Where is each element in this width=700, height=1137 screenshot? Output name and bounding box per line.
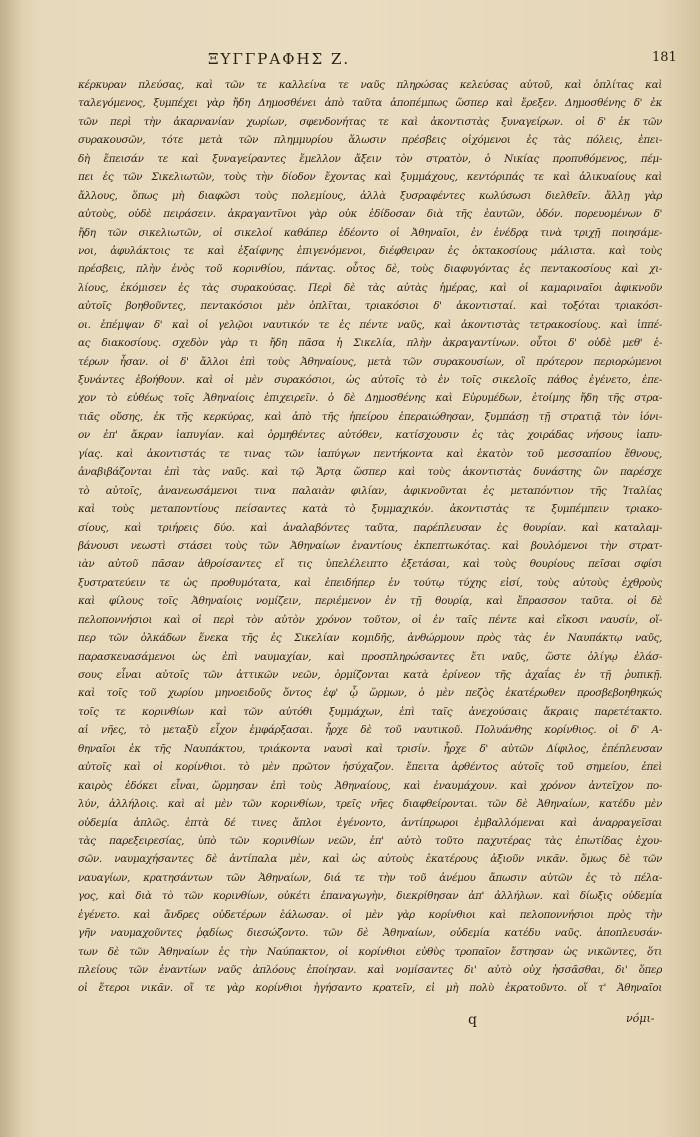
text-line: ἄλλους, ὅπως μὴ διαφῶσι τοὺς πολεμίους, ἀλλὰ ξυσραφέντες κωλύσωσι διελθεῖν. ἄλλῃ γὰρ [78, 189, 662, 202]
text-line: οι. ἐπέμψαν δ' καὶ οἱ γελῷοι ναυτικόν τε ἐς πέντε ναῦς, καὶ ἀκοντιστὰς τετρακοσίους. καὶ ἱππέ- [78, 318, 662, 331]
text-line: παρασκευασάμενοι ὡς ἐπὶ ναυμαχίαν, καὶ προσπληρώσαντες ἔτι ναῦς, ὥστε ὀλίγῳ ἐλάσ- [78, 650, 662, 663]
text-line: ἐγένετο. καὶ ἄνδρες οὐδετέρων ἑάλωσαν. οἱ μὲν γὰρ κορίνθιοι καὶ πελοποννήσιοι πρὸς τὴν [78, 908, 662, 921]
text-line: σους εἶναι αὐτοῖς τῶν ἀττικῶν νεῶν, ὁρμίζονται κατὰ ἐρίνεον τῆς ἀχαΐας ἐν τῇ ῥυπικῇ. [78, 669, 662, 681]
text-line: ας διακοσίους. σχεδὸν γὰρ τι ἤδη πᾶσα ἡ Σικελία, πλὴν ἀκραγαντίνων. οὗτοι δ' οὐδὲ μεθ' ἑ- [78, 337, 662, 350]
text-line: αὐτοὺς, οὐδὲ πειράσειν. ἀκραγαντῖνοι γὰρ οὐκ ἐδίδοσαν διὰ τῆς ἑαυτῶν, ὁδόν. πορευομένων δ' [78, 208, 662, 221]
text-line: θηναῖοι ἐκ τῆς Ναυπάκτου, τριάκοντα ναυσὶ καὶ τρισίν. ἦρχε δ' αὐτῶν Δίφιλος, ἐπέπλευσαν [78, 742, 662, 755]
text-line: αὐτοῖς βοηθοῦντες, πεντακόσιοι μὲν ὁπλῖται, τριακόσιοι δ' ἀκοντισταί. καὶ τοξόται τριακόσι- [78, 300, 662, 313]
text-line: γίας. καὶ ἀκοντιστάς τε τινας τῶν ἰαπύγων πεντήκοντα καὶ ἑκατὸν τοῦ μεσσαπίου ἔθνους, [78, 447, 662, 460]
text-line: τοῖς τε κορινθίων καὶ τῶν αὐτόθι ξυμμάχων, ἐπὶ ταῖς ἀνεχούσαις ἄκραις παρετέτακτο. [78, 705, 662, 718]
text-line: τιᾶς οὔσης, ἐκ τῆς κερκύρας, καὶ ἀπὸ τῆς ἠπείρου ἐπεραιώθησαν, ξυμπάσῃ τῇ στρατιᾷ τὸν ἰόνι- [78, 410, 662, 423]
text-line: λίους, ἐκόμισεν ἐς τὰς συρακούσας. Περὶ δὲ τὰς αὐτὰς ἡμέρας, καὶ οἱ καμαριναῖοι ἀφικνοῦν [78, 281, 662, 294]
text-line: πρέσβεις, πλὴν ἑνὸς τοῦ κορινθίου, πάντας. οὗτος δὲ, τοὺς διαφυγόντας ἐς πεντακοσίους καὶ χι- [78, 263, 662, 276]
text-line: καὶ φίλους τοῖς Ἀθηναίοις νομίζειν, περιέμενον ἐν τῇ θουρίᾳ, καὶ ἔπρασσον ταῦτα. οἱ δὲ [78, 595, 662, 608]
text-line: οἱ ἕτεροι νικᾶν. οἵ τε γὰρ κορίνθιοι ἡγήσαντο κρατεῖν, εἰ μὴ πολὺ ἐκρατοῦντο. οἵ τ' Ἀθηναῖοι [78, 982, 662, 995]
catchword: νόμι- [626, 1012, 655, 1025]
text-line: σίους, καὶ τριήρεις δύο. καὶ ἀναλαβόντες ταῦτα, παρέπλευσαν ἐς θουρίαν. καὶ καταλαμ- [78, 521, 662, 534]
text-line: καὶ τοῖς τοῦ χωρίου μηνοειδοῦς ὄντος ἐφ' ᾧ ὥρμων, ὁ μὲν πεζὸς ἑκατέρωθεν προσβεβοηθηκώς [78, 687, 662, 700]
text-line: συρακουσῶν, τότε μετὰ τῶν πλημμυρίου ἅλωσιν πρέσβεις οἰχόμενοι ἐς τὰς πόλεις, ἐπει- [78, 134, 662, 147]
text-line: ταλεγόμενος, ξυμπέχει γὰρ ἤδη Δημοσθένει ἀπὸ ταῦτα ἀποπέμπως ὥσπερ καὶ ἔρεξεν. Δημοσθένης δ' ἐκ [78, 97, 662, 110]
text-line: ιὰν αὐτοῦ πᾶσαν ἀθροίσαντες εἴ τις ὑπελέλειπτο ἐξετάσαι, καὶ τοὺς θουρίους πεῖσαι σφίσι [78, 558, 662, 571]
text-line: πλείους τῶν ἐναντίων ναῦς ἀπλόους ἐποίησαν. καὶ νομίσαντες δι' αὐτὸ οὐχ ἡσσᾶσθαι, δι' ὅπερ [78, 964, 662, 976]
text-line: τέρων ἦσαν. οἱ δ' ἄλλοι ἐπὶ τοὺς Ἀθηναίους, μετὰ τῶν συρακουσίων, οἳ πρότερον περιορώμενοι [78, 355, 662, 368]
text-line: οὐδεμία ἁπλῶς. ἑπτὰ δέ τινες ἄπλοι ἐγένοντο, ἀντίπρωροι ἐμβαλλόμεναι καὶ ἀναρραγεῖσαι [78, 816, 662, 829]
text-line: ἤδη τῶν σικελιωτῶν, οἱ σικελοί καθάπερ ἐδέοντο οἱ Ἀθηναῖοι, ἐν ἐνέδρᾳ τινὰ τριχῇ ποιησάμε- [78, 226, 662, 239]
text-line: γος, καὶ διὰ τὸ τῶν κορινθίων, οὐκέτι ἐπαναγωγὴν, διεκρίθησαν ἀπ' ἀλλήλων. καὶ δίωξις οὐδεμία [78, 890, 662, 903]
text-line: καιρὸς ἐδόκει εἶναι, ὥρμησαν ἐπὶ τοὺς Ἀθηναίους, καὶ ἐναυμάχουν. καὶ χρόνον ἀντεῖχον πο- [78, 779, 662, 792]
text-line: καὶ τοὺς μεταποντίους πείσαντες κατὰ τὸ ξυμμαχικόν. ἀκοντιστὰς τε ξυμπέμπειν τριακο- [78, 503, 662, 516]
text-line: περ τῶν ὁλκάδων ἕνεκα τῆς ἐς Σικελίαν κομιδῆς, ἀνθώρμουν πρὸς τὰς ἐν Ναυπάκτῳ ναῦς, [78, 632, 662, 645]
page-header [0, 50, 700, 74]
text-line: πελοποννήσιοι καὶ οἱ περὶ τὸν αὐτὸν χρόνον τοῦτον, οἱ ἐν ταῖς πέντε καὶ εἴκοσι ναυσίν, οἵ- [78, 613, 662, 626]
signature-mark: q [468, 1012, 477, 1028]
body-text [78, 76, 662, 998]
page-number: 181 [652, 50, 677, 65]
text-line: γῆν ναυμαχοῦντες ῥᾳδίως διεσώζοντο. τῶν δὲ Ἀθηναίων, οὐδεμία κατέδυ ναῦς. ἀποπλευσάν- [78, 927, 662, 940]
text-line: κέρκυραν πλεύσας, καὶ τῶν τε καλλείνα τε ναῦς πληρώσας κελεύσας αὐτοῦ, καὶ ὁπλίτας καὶ [78, 79, 662, 91]
gutter-shadow [0, 0, 22, 1137]
text-line: λύν, ἀλλήλοις. καὶ αἱ μὲν τῶν κορινθίων, τρεῖς νῆες διαφθείρονται. τῶν δὲ Ἀθηναίων, κατέδυ μὲν [78, 798, 662, 811]
text-line: δὴ ἔπεισάν τε καὶ ξυναγείραντες ἔμελλον ἄξειν τὸν στρατὸν, ὁ Νικίας προπυθόμενος, πέμ- [78, 152, 662, 165]
text-line: ον ἐπ' ἄκραν ἰαπυγίαν. καὶ ὁρμηθέντες αὐτόθεν, κατίσχουσιν ἐς τὰς χοιράδας νήσους ἰαπυ- [78, 429, 662, 442]
text-line: νοι, ἀφυλάκτοις τε καὶ ἐξαίφνης ἐπιγενόμενοι, διέφθειραν ἐς ὀκτακοσίους μάλιστα. καὶ τοὺς [78, 244, 662, 257]
text-line: σῶν. ναυμαχήσαντες δὲ ἀντίπαλα μὲν, καὶ ὡς αὐτοὺς ἑκατέρους ἀξιοῦν νικᾶν. ὅμως δὲ τῶν [78, 853, 662, 866]
text-line: ξυνάντες ἐβοήθουν. καὶ οἱ μὲν συρακόσιοι, ὡς αὐτοῖς τὸ ἐν τοῖς σικελοῖς πάθος ἐγένετο, ἐπε- [78, 374, 662, 386]
text-line: αὐτοῖς καὶ οἱ κορίνθιοι. τὸ μὲν πρῶτον ἡσύχαζον. ἔπειτα ἀρθέντος αὐτοῖς τοῦ σημείου, ἐπεὶ [78, 761, 662, 774]
text-line: των δὲ τῶν Ἀθηναίων ἐς τὴν Ναύπακτον, οἱ κορίνθιοι εὐθὺς τροπαῖον ἔστησαν ὡς νικῶντες, ὅτι [78, 945, 662, 958]
text-line: ναυαγίων, κρατησάντων τῶν Ἀθηναίων, διά τε τὴν τοῦ ἀνέμου ἄπωσιν αὐτῶν ἐς τὸ πέλα- [78, 871, 662, 884]
running-head: ΞΥΓΓΡΑΦΗΣ Ζ. [208, 50, 351, 68]
text-line: χον τὸ εὐθέως τοῖς Ἀθηναίοις ἐπιχειρεῖν. ὁ δὲ Δημοσθένης καὶ Εὐρυμέδων, ἑτοίμης ἤδη τῆς στρα- [78, 392, 662, 405]
text-line: τῶν περὶ τὴν ἀκαρνανίαν χωρίων, σφενδονήτας τε καὶ ἀκοντιστὰς ξυναγείρων. οἱ δ' ἐκ τῶν [78, 115, 662, 128]
text-line: ξυστρατεύειν τε ὡς προθυμότατα, καὶ ἐπειδήπερ ἐν τούτῳ τύχης εἰσί, τοὺς αὐτοὺς ἐχθροὺς [78, 576, 662, 589]
text-line: πει ἐς τῶν Σικελιωτῶν, τοὺς τὴν δίοδον ἔχοντας καὶ ξυμμάχους, κεντόριπάς τε καὶ ἀλικυαίους καὶ [78, 171, 662, 184]
text-line: τὰς παρεξειρεσίας, ὑπὸ τῶν κορινθίων νεῶν, ἐπ' αὐτὸ τοῦτο παχυτέρας τὰς ἐπωτίδας ἐχου- [78, 834, 662, 847]
text-line: τὸ αὐτοῖς, ἀνανεωσάμενοι τινα παλαιὰν φιλίαν, ἀφικνοῦνται ἐς μεταπόντιον τῆς Ἰταλίας [78, 484, 662, 497]
text-line: ἀναβιβάζονται ἐπὶ τὰς ναῦς. καὶ τῷ Ἄρτᾳ ὥσπερ καὶ τοὺς ἀκοντιστὰς δυνάστης ὢν παρέσχε [78, 466, 662, 479]
text-line: βάνουσι νεωστὶ στάσει τοὺς τῶν Ἀθηναίων ἐναντίους ἐκπεπτωκότας. καὶ βουλόμενοι τὴν στρατ- [78, 539, 662, 552]
text-line: αἱ νῆες, τὸ μεταξὺ εἶχον ἐμφάρξασαι. ἦρχε δὲ τοῦ ναυτικοῦ. Πολυάνθης κορίνθιος. οἱ δ' Α- [78, 724, 662, 737]
